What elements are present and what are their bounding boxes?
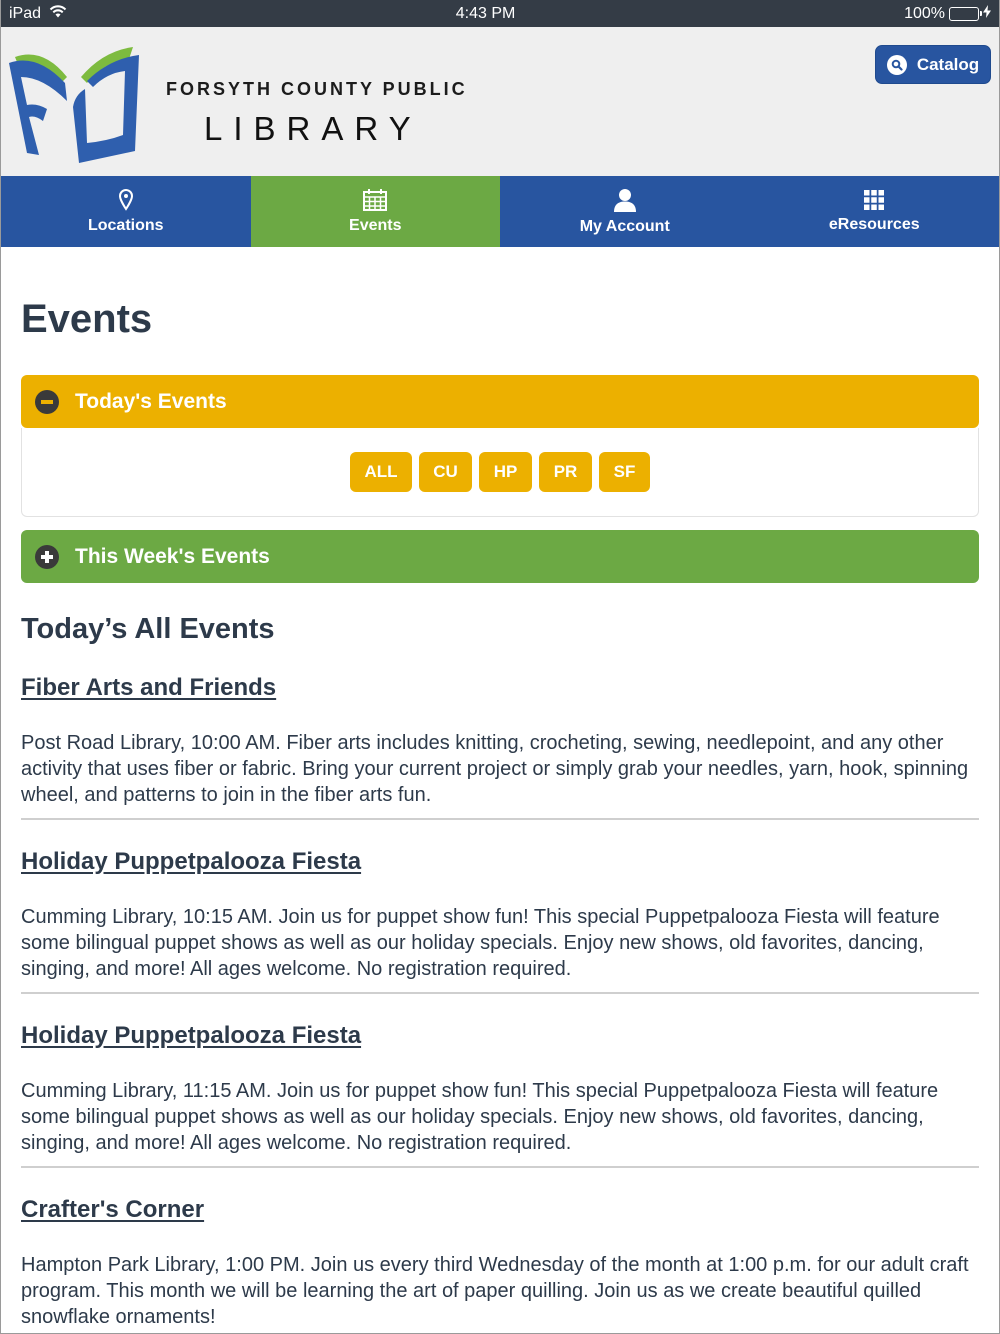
- accordion-label-week: This Week's Events: [75, 544, 270, 568]
- calendar-icon: [363, 189, 387, 211]
- catalog-button[interactable]: [875, 45, 991, 84]
- nav-item-my-account[interactable]: [500, 176, 750, 247]
- filter-chip-hp[interactable]: HP: [479, 452, 532, 492]
- event-title-link[interactable]: Fiber Arts and Friends: [21, 674, 277, 701]
- status-bar: [1, 0, 999, 27]
- event-description: Cumming Library, 11:15 AM. Join us for puppet show fun! This special Puppetpalooza Fiesta will feature some bilingual puppet shows as well as our holiday specials. Enjoy new shows, old favorites, dancing, singing, and more! All ages welcome. No registration required.: [21, 1080, 939, 1154]
- charging-icon: [983, 5, 991, 23]
- event-item: [21, 994, 979, 1168]
- event-title-link[interactable]: Holiday Puppetpalooza Fiesta: [21, 1022, 362, 1049]
- nav-label-my-account: My Account: [579, 217, 670, 235]
- event-item: [21, 820, 979, 994]
- main-content: [1, 297, 999, 1334]
- main-nav: [1, 176, 999, 247]
- section-title: Today’s All Events: [21, 613, 275, 645]
- accordion-todays-events[interactable]: [21, 375, 979, 428]
- nav-item-locations[interactable]: [1, 176, 251, 247]
- event-description: Cumming Library, 10:15 AM. Join us for puppet show fun! This special Puppetpalooza Fiesta will feature some bilingual puppet shows as well as our holiday specials. Enjoy new shows, old favorites, dancing, singing, and more! All ages welcome. No registration required.: [21, 906, 940, 980]
- event-title-link[interactable]: Holiday Puppetpalooza Fiesta: [21, 848, 362, 875]
- event-item: [21, 1168, 979, 1334]
- collapse-minus-icon: [35, 390, 59, 414]
- battery-percent: 100%: [904, 4, 945, 22]
- event-item: [21, 646, 979, 820]
- expand-plus-icon: [35, 545, 59, 569]
- site-header: [1, 27, 999, 176]
- grid-icon: [864, 190, 884, 210]
- event-description: Post Road Library, 10:00 AM. Fiber arts includes knitting, crocheting, sewing, needlepoint, and any other activity that uses fiber or fabric. Bring your current project or simply grab your needles, yarn, hook, spinning wheel, and patterns to join in the fiber arts fun.: [21, 732, 969, 806]
- map-pin-icon: [119, 189, 133, 211]
- battery-icon: [949, 7, 979, 21]
- device-name: iPad: [9, 4, 42, 22]
- catalog-label: Catalog: [916, 54, 980, 74]
- library-logo-icon[interactable]: [7, 43, 141, 165]
- user-icon: [613, 188, 637, 212]
- event-title-link[interactable]: Crafter's Corner: [21, 1196, 205, 1223]
- today-filter-panel: [21, 428, 979, 517]
- filter-chip-pr[interactable]: PR: [539, 452, 592, 492]
- filter-chip-cu[interactable]: CU: [419, 452, 472, 492]
- accordion-this-weeks-events[interactable]: [21, 530, 979, 583]
- nav-label-locations: Locations: [87, 216, 164, 234]
- page-title: Events: [21, 297, 153, 341]
- filter-chip-all[interactable]: ALL: [350, 452, 412, 492]
- filter-chip-sf[interactable]: SF: [599, 452, 650, 492]
- library-name-line2: LIBRARY: [204, 110, 422, 147]
- nav-label-events: Events: [349, 216, 402, 234]
- search-icon: [887, 55, 907, 75]
- status-time: 4:43 PM: [455, 4, 516, 22]
- accordion-label-today: Today's Events: [75, 389, 227, 413]
- wifi-icon: [49, 5, 67, 23]
- nav-item-eresources[interactable]: [750, 176, 1000, 247]
- library-name-line1: FORSYTH COUNTY PUBLIC: [166, 79, 468, 99]
- event-description: Hampton Park Library, 1:00 PM. Join us every third Wednesday of the month at 1:00 p.m. for our adult craft program. This month we will be learning the art of paper quilling. Join us as we create beautiful quilled snowflake ornaments!: [21, 1254, 969, 1328]
- nav-item-events[interactable]: [251, 176, 501, 247]
- nav-label-eresources: eResources: [828, 215, 920, 233]
- library-name: [166, 79, 468, 148]
